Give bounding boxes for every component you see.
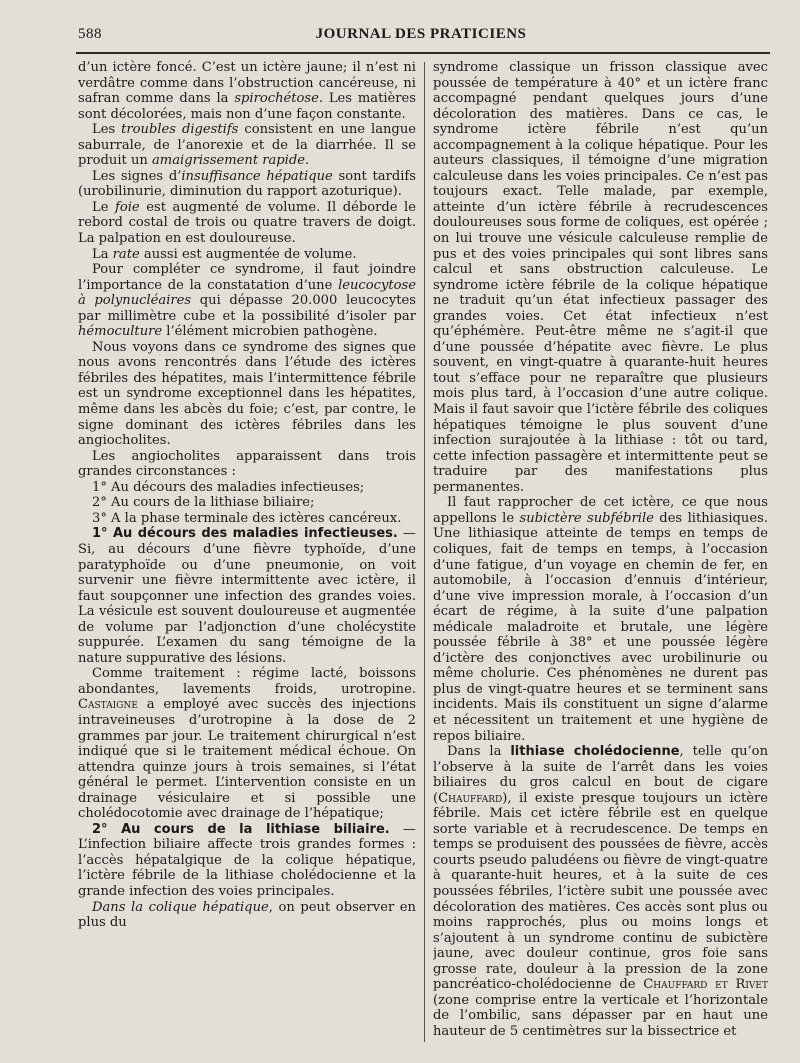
paragraph: Pour compléter ce syndrome, il faut joindre l’importance de la constatation d’une leucocytose à polynucléaires qui dépasse 20.000 leucocytes par millimètre cube et la possibilité d’isoler par hémoculture l’élément microbien pathogène. (78, 262, 416, 340)
left-column (78, 60, 416, 1045)
paragraph: syndrome classique un frisson classique avec poussée de température à 40° et un ictère franc accompagné pendant quelques jours d’une décoloration des matières. Dans ce cas, le syndrome ictère fébrile n’est qu’un accompagnement à la colique hépatique. Pour les auteurs classiques, il témoigne d’une migration calculeuse dans les voies principales. Ce n’est pas toujours exact. Telle malade, par exemple, atteinte d’un ictère fébrile à recrudescences douloureuses sous forme de coliques, est opérée ; on lui trouve une vésicule calculeuse remplie de pus et des voies principales qui sont libres sans calcul et sans obstruction calculeuse. Le syndrome ictère fébrile de la colique hépatique ne traduit qu’un état infectieux passager des grandes voies. Cet état infectieux n’est qu’éphémère. Peut-être même ne s’agit-il que d’une poussée d’hépatite avec fièvre. Le plus souvent, en vingt-quatre à quarante-huit heures tout s’efface pour ne reparaître que plusieurs mois plus tard, à l’occasion d’une autre colique. Mais il faut savoir que l’ictère fébrile des coliques hépatiques témoigne le plus souvent d’une infection surajoutée à la lithiase : tôt ou tard, cette infection passagère et intermittente peut se traduire par des manifestations plus permanentes. (433, 60, 768, 495)
list-item: 2° Au cours de la lithiase biliaire; (92, 495, 315, 511)
column-divider (424, 62, 425, 1042)
section-paragraph: 2° Au cours de la lithiase biliaire. — L’infection biliaire affecte trois grandes formes : l’accès hépatalgique de la colique hépatique, l’ictère fébrile de la lithiase cholédocienne et la grande infection des voies principales. (78, 821, 416, 899)
right-column (433, 60, 768, 1045)
paragraph: La rate aussi est augmentée de volume. (92, 246, 357, 262)
page-header (78, 26, 764, 48)
paragraph: Les troubles digestifs consistent en une langue saburrale, de l’anorexie et de la diarrhée. Il se produit un amaigrissement rapide. (78, 122, 416, 169)
list-item: 3° A la phase terminale des ictères cancéreux. (92, 510, 402, 526)
paragraph: Il faut rapprocher de cet ictère, ce que nous appellons le subictère subfébrile des lithiasiques. Une lithiasique atteinte de temps en temps de coliques, fait de temps en temps, à l’occasion d’une fatigue, d’un voyage en chemin de fer, en automobile, à l’occasion d’ennuis d’intérieur, d’une vive impression morale, à l’occasion d’un écart de régime, à la suite d’une palpation médicale maladroite et brutale, une légère poussée fébrile à 38° et une poussée légère d’ictère des conjonctives avec urobilinurie ou même cholurie. Ces phénomènes ne durent pas plus de vingt-quatre heures et se terminent sans incidents. Mais ils constituent un signe d’alarme et nécessitent un traitement et une hygiène de repos biliaire. (433, 495, 768, 744)
paragraph: Nous voyons dans ce syndrome des signes que nous avons rencontrés dans l’étude des ictères fébriles des hépatites, mais l’intermittence fébrile est un syndrome exceptionnel dans les hépatites, même dans les abcès du foie; c’est, par contre, le signe dominant des ictères fébriles dans les angiocholites. (78, 339, 416, 449)
paragraph: Dans la colique hépatique, on peut observer en plus du (78, 899, 416, 931)
section-heading: 2° Au cours de la lithiase biliaire. (92, 821, 390, 837)
paragraph: Dans la lithiase cholédocienne, telle qu’on l’observe à la suite de l’arrêt dans les voies biliaires du gros calcul en bout de cigare (Chauffard), il existe presque toujours un ictère fébrile. Mais cet ictère fébrile est en quelque sorte variable et à recrudescence. De temps en temps se produisent des poussées de fièvre, accès courts pseudo paludéens ou fièvre de vingt-quatre à quarante-huit heures, et à la suite de ces poussées fébriles, l’ictère subit une poussée avec décoloration des matières. Ces accès sont plus ou moins rapprochés, plus ou moins longs et s’ajoutent à un syndrome continu de subictère jaune, avec douleur continue, gros foie sans grosse rate, douleur à la pression de la zone pancréatico-cholédocienne de Chauffard et Rivet (zone comprise entre la verticale et l’horizontale de l’ombilic, sans dépasser par en haut une hauteur de 5 centimètres sur la bissectrice et (433, 744, 768, 1039)
header-rule (76, 52, 770, 54)
paragraph: Les angiocholites apparaissent dans trois grandes circonstances : (78, 448, 416, 480)
paragraph: d’un ictère foncé. C’est un ictère jaune; il n’est ni verdâtre comme dans l’obstruction cancéreuse, ni safran comme dans la spirochétose. Les matières sont décolorées, mais non d’une façon constante. (78, 60, 416, 122)
section-heading: lithiase cholédocienne (510, 744, 680, 760)
list-item: 1° Au décours des maladies infectieuses; (92, 479, 365, 495)
section-paragraph: 1° Au décours des maladies infectieuses. — Si, au décours d’une fièvre typhoïde, d’une paratyphoïde ou d’une pneumonie, on voit survenir une fièvre intermittente avec ictère, il faut soupçonner une infection des grandes voies. La vésicule est souvent douloureuse et augmentée de volume par l’adjonction d’une cholécystite suppurée. L’examen du sang témoigne de la nature suppurative des lésions. (78, 526, 416, 666)
journal-title: JOURNAL DES PRATICIENS (315, 26, 527, 42)
paragraph: Les signes d’insuffisance hépatique sont tardifs (urobilinurie, diminution du rapport azoturique). (78, 168, 416, 200)
paragraph: Comme traitement : régime lacté, boissons abondantes, lavements froids, urotropine. Castaigne a employé avec succès des injections intraveineuses d’urotropine à la dose de 2 grammes par jour. Le traitement chirurgical n’est indiqué que si le traitement médical échoue. On attendra quinze jours à trois semaines, si l’état général le permet. L’intervention consiste en un drainage vésiculaire et si possible une cholédocotomie avec drainage de l’hépatique; (78, 666, 416, 822)
page-number: 588 (78, 26, 102, 42)
paragraph: Le foie est augmenté de volume. Il déborde le rebord costal de trois ou quatre travers de doigt. La palpation en est douloureuse. (78, 199, 416, 247)
section-heading: 1° Au décours des maladies infectieuses. (92, 526, 398, 542)
